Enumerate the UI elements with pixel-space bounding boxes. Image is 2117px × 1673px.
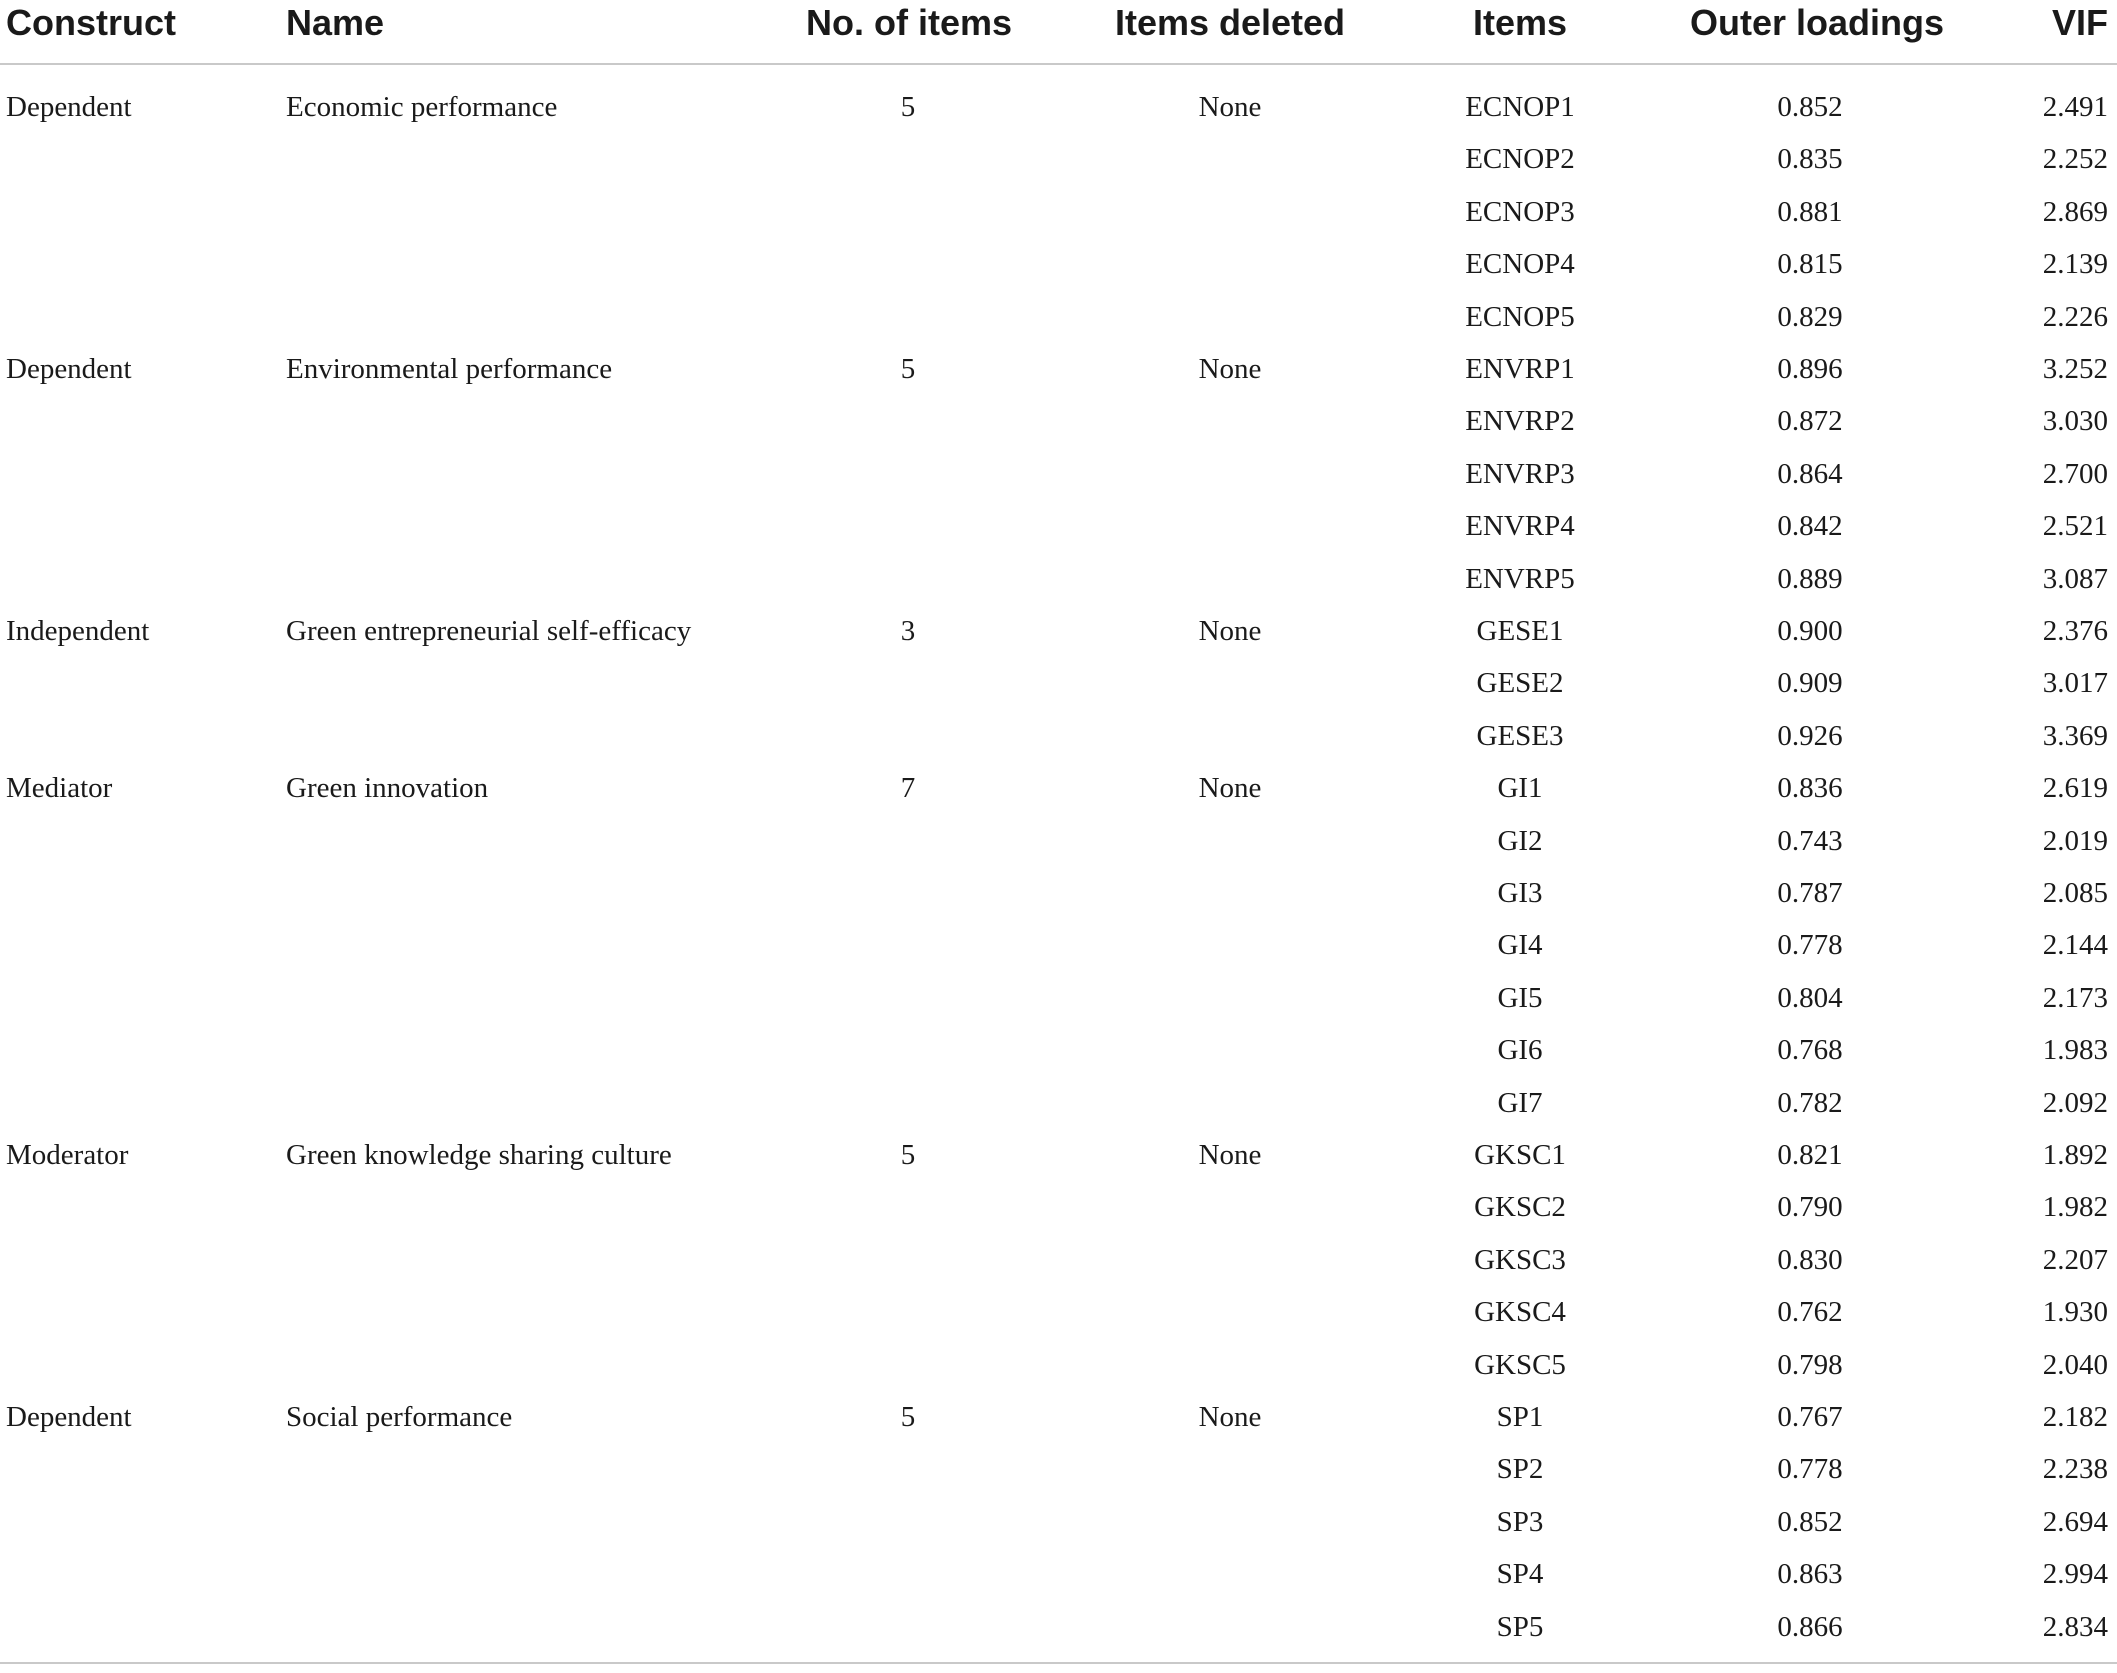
no-of-items-cell: 7 [900,772,916,804]
construct-name-cell: Green entrepreneurial self-efficacy [286,615,692,647]
outer-loading-cell: 0.842 [1777,510,1843,542]
vif-cell: 3.252 [2042,353,2108,385]
outer-loading-cell: 0.815 [1777,248,1843,280]
outer-loading-cell: 0.821 [1777,1139,1843,1171]
outer-loading-cell: 0.762 [1777,1296,1843,1328]
no-of-items-cell: 5 [900,91,916,123]
outer-loading-cell: 0.836 [1777,772,1843,804]
vif-cell: 3.369 [2042,720,2108,752]
construct-cell: Moderator [6,1139,129,1171]
vif-cell: 2.207 [2042,1244,2108,1276]
no-of-items-cell: 3 [900,615,916,647]
bottom-rule [0,1662,2117,1664]
item-code-cell: GI5 [1497,982,1543,1014]
item-code-cell: SP2 [1496,1453,1544,1485]
outer-loading-cell: 0.926 [1777,720,1843,752]
vif-cell: 1.892 [2042,1139,2108,1171]
header-vif: VIF [2051,2,2108,43]
outer-loading-cell: 0.778 [1777,1453,1843,1485]
vif-cell: 2.226 [2042,301,2108,333]
item-code-cell: GKSC5 [1474,1349,1566,1381]
outer-loading-cell: 0.900 [1777,615,1843,647]
item-code-cell: GI2 [1497,825,1543,857]
outer-loading-cell: 0.852 [1777,91,1843,123]
vif-cell: 3.017 [2042,667,2108,699]
vif-cell: 2.834 [2042,1611,2108,1643]
vif-cell: 2.994 [2042,1558,2108,1590]
vif-cell: 2.252 [2042,143,2108,175]
items-deleted-cell: None [1198,91,1262,123]
item-code-cell: ECNOP3 [1465,196,1575,228]
construct-name-cell: Social performance [286,1401,513,1433]
header-rule [0,63,2117,65]
vif-cell: 1.983 [2042,1034,2108,1066]
item-code-cell: ENVRP1 [1465,353,1575,385]
outer-loading-cell: 0.896 [1777,353,1843,385]
outer-loading-cell: 0.872 [1777,405,1843,437]
item-code-cell: ECNOP2 [1465,143,1575,175]
outer-loading-cell: 0.909 [1777,667,1843,699]
outer-loading-cell: 0.866 [1777,1611,1843,1643]
vif-cell: 2.694 [2042,1506,2108,1538]
no-of-items-cell: 5 [900,1401,916,1433]
outer-loading-cell: 0.864 [1777,458,1843,490]
item-code-cell: GESE1 [1476,615,1564,647]
item-code-cell: SP5 [1496,1611,1544,1643]
item-code-cell: ENVRP4 [1465,510,1575,542]
item-code-cell: ENVRP3 [1465,458,1575,490]
outer-loading-cell: 0.782 [1777,1087,1843,1119]
item-code-cell: ECNOP5 [1465,301,1575,333]
no-of-items-cell: 5 [900,1139,916,1171]
item-code-cell: GKSC1 [1474,1139,1566,1171]
outer-loading-cell: 0.804 [1777,982,1843,1014]
items-deleted-cell: None [1198,353,1262,385]
item-code-cell: GKSC4 [1474,1296,1566,1328]
construct-cell: Dependent [6,91,132,123]
item-code-cell: ENVRP2 [1465,405,1575,437]
item-code-cell: SP4 [1496,1558,1544,1590]
vif-cell: 2.869 [2042,196,2108,228]
vif-cell: 3.087 [2042,563,2108,595]
construct-name-cell: Economic performance [286,91,558,123]
items-deleted-cell: None [1198,772,1262,804]
vif-cell: 2.238 [2042,1453,2108,1485]
item-code-cell: GESE3 [1476,720,1564,752]
construct-name-cell: Green innovation [286,772,489,804]
vif-cell: 2.019 [2042,825,2108,857]
vif-cell: 2.182 [2042,1401,2108,1433]
item-code-cell: ENVRP5 [1465,563,1575,595]
item-code-cell: GKSC3 [1474,1244,1566,1276]
vif-cell: 2.139 [2042,248,2108,280]
item-code-cell: SP3 [1496,1506,1544,1538]
construct-cell: Mediator [6,772,113,804]
vif-cell: 3.030 [2042,405,2108,437]
no-of-items-cell: 5 [900,353,916,385]
vif-cell: 2.040 [2042,1349,2108,1381]
vif-cell: 1.930 [2042,1296,2108,1328]
outer-loading-cell: 0.863 [1777,1558,1843,1590]
header-construct: Construct [6,2,176,43]
vif-cell: 2.376 [2042,615,2108,647]
item-code-cell: SP1 [1496,1401,1544,1433]
item-code-cell: GI4 [1497,929,1543,961]
vif-cell: 2.521 [2042,510,2108,542]
outer-loading-cell: 0.790 [1777,1191,1843,1223]
item-code-cell: GI7 [1497,1087,1543,1119]
vif-cell: 1.982 [2042,1191,2108,1223]
item-code-cell: GESE2 [1476,667,1564,699]
construct-cell: Dependent [6,1401,132,1433]
header-name: Name [286,2,385,43]
outer-loading-cell: 0.829 [1777,301,1843,333]
item-code-cell: GI3 [1497,877,1543,909]
outer-loading-cell: 0.743 [1777,825,1843,857]
items-deleted-cell: None [1198,1139,1262,1171]
vif-cell: 2.619 [2042,772,2108,804]
outer-loading-cell: 0.798 [1777,1349,1843,1381]
construct-cell: Dependent [6,353,132,385]
construct-name-cell: Environmental performance [286,353,613,385]
outer-loading-cell: 0.778 [1777,929,1843,961]
vif-cell: 2.173 [2042,982,2108,1014]
outer-loading-cell: 0.787 [1777,877,1843,909]
construct-cell: Independent [6,615,150,647]
header-outer-loadings: Outer loadings [1690,2,1945,43]
vif-cell: 2.085 [2042,877,2108,909]
vif-cell: 2.144 [2042,929,2108,961]
outer-loading-cell: 0.835 [1777,143,1843,175]
vif-cell: 2.092 [2042,1087,2108,1119]
item-code-cell: GI6 [1497,1034,1543,1066]
item-code-cell: ECNOP1 [1465,91,1575,123]
header-items-deleted: Items deleted [1114,2,1346,43]
header-no-of-items: No. of items [806,2,1013,43]
item-code-cell: GI1 [1497,772,1543,804]
item-code-cell: ECNOP4 [1465,248,1575,280]
outer-loading-cell: 0.852 [1777,1506,1843,1538]
outer-loading-cell: 0.889 [1777,563,1843,595]
outer-loading-cell: 0.767 [1777,1401,1843,1433]
construct-name-cell: Green knowledge sharing culture [286,1139,672,1171]
items-deleted-cell: None [1198,615,1262,647]
header-items: Items [1472,2,1568,43]
vif-cell: 2.491 [2042,91,2108,123]
outer-loading-cell: 0.768 [1777,1034,1843,1066]
vif-cell: 2.700 [2042,458,2108,490]
items-deleted-cell: None [1198,1401,1262,1433]
item-code-cell: GKSC2 [1474,1191,1566,1223]
outer-loading-cell: 0.830 [1777,1244,1843,1276]
outer-loading-cell: 0.881 [1777,196,1843,228]
